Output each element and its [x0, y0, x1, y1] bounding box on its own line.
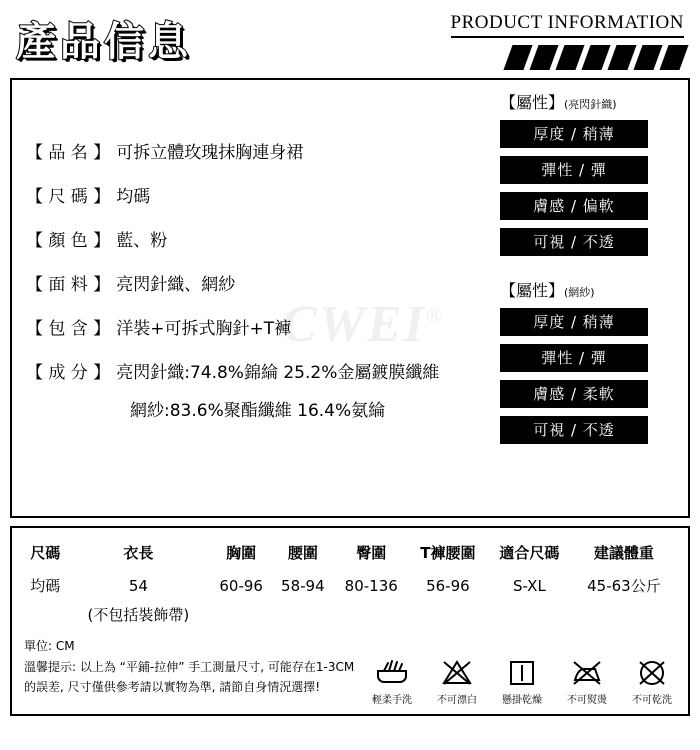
- hang-dry-icon: [496, 656, 548, 690]
- spec-value: 亮閃針織、網紗: [116, 275, 236, 295]
- table-header-row: [24, 538, 676, 569]
- table-header-cell: 臀圍: [356, 544, 387, 562]
- spec-value: 洋裝+可拆式胸針+T褲: [116, 319, 292, 339]
- stripe-icon: [581, 45, 610, 70]
- decorative-stripes: [451, 45, 684, 70]
- unit-note: 單位: CM: [24, 639, 75, 653]
- care-label: 不可熨燙: [567, 695, 607, 706]
- table-cell: 80-136: [344, 576, 398, 595]
- spec-value: 網紗:83.6%聚酯纖維 16.4%氨綸: [130, 401, 386, 421]
- no-dry-clean-icon: [626, 656, 678, 690]
- care-label: 不可漂白: [437, 695, 477, 706]
- spec-row-continuation: [130, 396, 494, 421]
- spec-label: 【 品 名 】: [26, 143, 111, 163]
- spec-label: 【 顏 色 】: [26, 231, 111, 251]
- table-cell: 45-63公斤: [587, 577, 661, 595]
- attribute-group-title: 【屬性】: [500, 281, 565, 300]
- stripe-icon: [555, 45, 584, 70]
- attribute-group-title: 【屬性】: [500, 93, 565, 112]
- attribute-chip: 厚度 / 稍薄: [500, 308, 648, 336]
- care-item: [431, 656, 483, 706]
- spec-label: 【 尺 碼 】: [26, 187, 111, 207]
- stripe-icon: [503, 45, 532, 70]
- care-item: [366, 656, 418, 706]
- table-header-cell: 尺碼: [30, 544, 61, 562]
- spec-value: 藍、粉: [116, 231, 168, 251]
- care-item: [561, 656, 613, 706]
- spec-row: [26, 226, 494, 251]
- attribute-chip: 彈性 / 彈: [500, 344, 648, 372]
- spec-value: 亮閃針織:74.8%錦綸 25.2%金屬鍍膜纖維: [116, 363, 440, 383]
- table-subnote-row: [24, 598, 676, 627]
- spec-row: [26, 358, 494, 383]
- table-header-cell: 胸圍: [226, 544, 257, 562]
- table-cell: 均碼: [30, 577, 61, 595]
- page-title: 產品信息: [16, 18, 192, 65]
- no-iron-icon: [561, 656, 613, 690]
- attribute-group-heading: [500, 90, 674, 113]
- spec-label: 【 面 料 】: [26, 275, 111, 295]
- table-header-cell: 適合尺碼: [499, 544, 560, 562]
- watermark-text: CWEI: [282, 296, 426, 353]
- attribute-group-heading: [500, 278, 674, 301]
- attribute-chip: 膚感 / 柔軟: [500, 380, 648, 408]
- stripe-icon: [633, 45, 662, 70]
- care-item: [626, 656, 678, 706]
- spec-value: 均碼: [116, 187, 151, 207]
- product-details-box: [10, 78, 690, 518]
- care-instructions: [366, 656, 678, 706]
- no-bleach-icon: [431, 656, 483, 690]
- page-title-en: PRODUCT INFORMATION: [451, 12, 684, 38]
- spec-row: [26, 314, 494, 339]
- spec-row: [26, 138, 494, 163]
- care-item: [496, 656, 548, 706]
- stripe-icon: [607, 45, 636, 70]
- table-cell: S-XL: [512, 576, 546, 595]
- table-header-cell: T褲腰圍: [420, 544, 476, 562]
- table-cell: 54: [128, 576, 148, 595]
- attribute-chip: 厚度 / 稍薄: [500, 120, 648, 148]
- attribute-group-subtitle: (網紗): [564, 286, 595, 299]
- table-header-cell: 腰圍: [287, 544, 318, 562]
- watermark-registered-icon: ®: [425, 302, 445, 328]
- table-cell: 60-96: [219, 576, 263, 595]
- table-subnote: (不包括裝飾帶): [87, 606, 190, 624]
- attribute-chip: 膚感 / 偏軟: [500, 192, 648, 220]
- table-header-cell: 衣長: [123, 544, 154, 562]
- spec-list: [26, 90, 494, 506]
- table-header-cell: 建議體重: [593, 544, 654, 562]
- size-table-box: [10, 526, 690, 716]
- attribute-chip: 彈性 / 彈: [500, 156, 648, 184]
- header-right: [451, 12, 684, 70]
- stripe-icon: [659, 45, 688, 70]
- spec-label: 【 包 含 】: [26, 319, 111, 339]
- care-label: 懸掛乾燥: [502, 695, 542, 706]
- measurement-tip-line-2: 的誤差, 尺寸僅供參考請以實物為準, 請節自身情況選擇!: [24, 679, 321, 694]
- table-cell: 58-94: [281, 576, 325, 595]
- spacer: [500, 264, 674, 278]
- attribute-chip: 可視 / 不透: [500, 228, 648, 256]
- measurement-tip-line-1: 溫馨提示: 以上為 “平鋪-拉伸” 手工測量尺寸, 可能存在1-3CM: [24, 660, 355, 674]
- spec-label: 【 成 分 】: [26, 363, 111, 383]
- care-label: 不可乾洗: [632, 695, 672, 706]
- attribute-chip: 可視 / 不透: [500, 416, 648, 444]
- care-label: 輕柔手洗: [372, 695, 412, 706]
- attribute-group-subtitle: (亮閃針織): [564, 98, 617, 111]
- stripe-icon: [529, 45, 558, 70]
- spec-value: 可拆立體玫瑰抹胸連身裙: [116, 143, 304, 163]
- hand-wash-icon: [366, 656, 418, 690]
- spec-row: [26, 182, 494, 207]
- size-table: [24, 538, 676, 627]
- page-header: [10, 0, 690, 78]
- attributes-column: [494, 90, 674, 506]
- spec-row: [26, 270, 494, 295]
- table-row: [24, 569, 676, 598]
- table-cell: 56-96: [426, 576, 470, 595]
